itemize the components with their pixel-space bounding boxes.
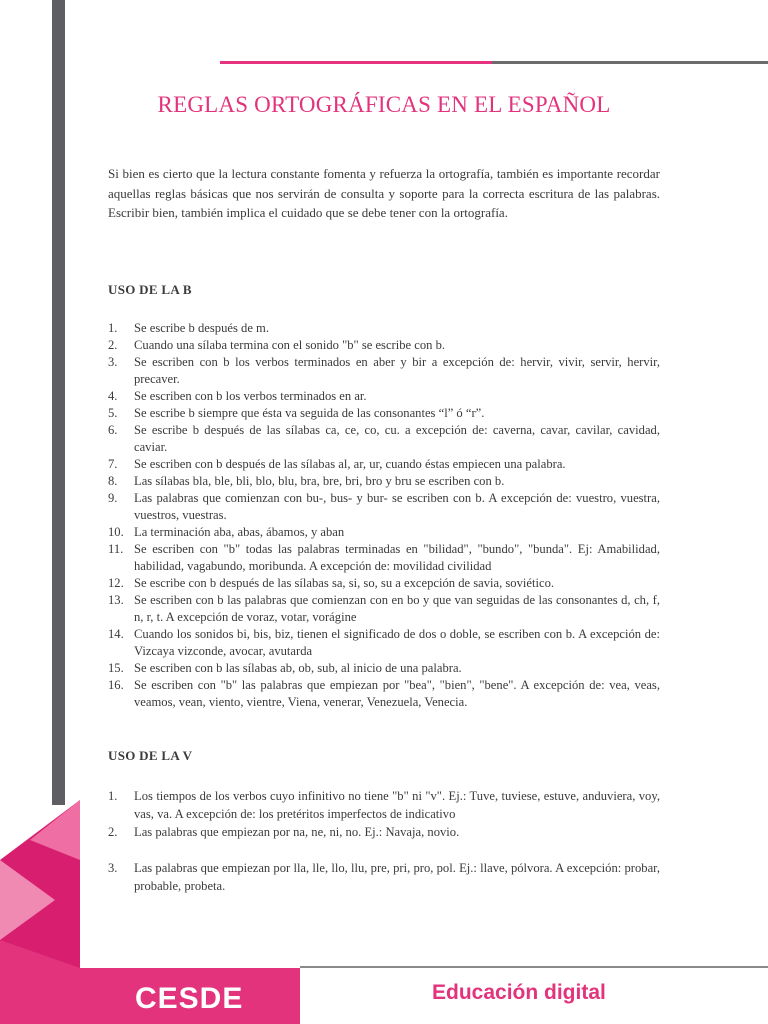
list-item [108, 592, 660, 626]
item-text: Los tiempos de los verbos cuyo infinitivo no tiene "b" ni "v". Ej.: Tuve, tuviese, estuve, anduviera, voy, vas, va. A excepción de: los pretéritos imperfectos de indicativo [134, 789, 660, 821]
item-text: Se escriben con "b" todas las palabras terminadas en "bilidad", "bundo", "bunda". Ej: Amabilidad, habilidad, vagabundo, moribunda. A excepción de: movilidad civilidad [134, 542, 660, 573]
item-number: 3. [108, 861, 118, 875]
footer-rule [300, 966, 768, 968]
cesde-logo-text: CESDE [135, 982, 244, 1014]
top-rule-gray [492, 61, 768, 64]
item-number: 13. [108, 593, 124, 607]
list-item [108, 473, 660, 490]
intro-paragraph: Si bien es cierto que la lectura constante fomenta y refuerza la ortografía, también es importante recordar aquellas reglas básicas que nos servirán de consulta y soporte para la correcta escritura de las palabras. Escribir bien, también implica el cuidado que se debe tener con la ortografía. [108, 166, 660, 220]
item-text: Las sílabas bla, ble, bli, blo, blu, bra, bre, bri, bro y bru se escriben con b. [134, 474, 505, 488]
section-heading-v: USO DE LA V [108, 748, 193, 763]
top-rule-pink [220, 61, 492, 64]
item-number: 1. [108, 789, 118, 803]
list-item [108, 575, 660, 592]
item-text: Las palabras que empiezan por na, ne, ni, no. Ej.: Navaja, novio. [134, 825, 460, 839]
item-text: Cuando una sílaba termina con el sonido "b" se escribe con b. [134, 338, 446, 352]
item-number: 16. [108, 678, 124, 692]
item-number: 3. [108, 355, 118, 369]
list-item [108, 524, 660, 541]
item-text: Se escriben con "b" las palabras que empiezan por "bea", "bien", "bene". A excepción de: vea, veas, veamos, vean, viento, vientre, Viena, venerar, Venezuela, Venecia. [134, 678, 660, 709]
item-number: 8. [108, 474, 118, 488]
item-text: Cuando los sonidos bi, bis, biz, tienen el significado de dos o doble, se escriben con b. A excepción de: Vizcaya vizconde, avocar, avutarda [134, 627, 660, 658]
item-number: 5. [108, 406, 118, 420]
item-text: Se escriben con b después de las sílabas al, ar, ur, cuando éstas empiecen una palabra. [134, 457, 566, 471]
item-number: 7. [108, 457, 118, 471]
item-text: Se escribe b después de las sílabas ca, ce, co, cu. a excepción de: caverna, cavar, cavilar, cavidad, caviar. [134, 423, 660, 454]
item-number: 2. [108, 825, 118, 839]
item-number: 14. [108, 627, 124, 641]
list-item [108, 422, 660, 456]
footer-tagline: Educación digital [432, 981, 606, 1004]
item-text: Se escribe b siempre que ésta va seguida de las consonantes “l” ó “r”. [134, 406, 485, 420]
item-text: Se escribe b después de m. [134, 321, 269, 335]
item-text: Se escriben con b los verbos terminados en aber y bir a excepción de: hervir, vivir, servir, hervir, precaver. [134, 355, 660, 386]
list-item [108, 660, 660, 677]
rules-list-b [108, 320, 660, 711]
list-item [108, 388, 660, 405]
item-number: 6. [108, 423, 118, 437]
item-number: 1. [108, 321, 118, 335]
list-item [108, 541, 660, 575]
item-text: Se escriben con b las palabras que comienzan con en bo y que van seguidas de las consonantes d, ch, f, n, r, t. A excepción de voraz, votar, vorágine [134, 593, 660, 624]
item-number: 4. [108, 389, 118, 403]
list-item [108, 456, 660, 473]
page-title: REGLAS ORTOGRÁFICAS EN EL ESPAÑOL [157, 92, 611, 117]
item-number: 9. [108, 491, 118, 505]
item-text: Se escriben con b las sílabas ab, ob, sub, al inicio de una palabra. [134, 661, 462, 675]
item-text: Se escribe con b después de las sílabas sa, si, so, su a excepción de savia, soviético. [134, 576, 555, 590]
cesde-logo [135, 978, 255, 1014]
item-number: 12. [108, 576, 124, 590]
section-heading-b: USO DE LA B [108, 282, 192, 297]
item-number: 11. [108, 542, 124, 556]
list-item [108, 337, 660, 354]
list-item [108, 405, 660, 422]
item-number: 10. [108, 525, 124, 539]
list-item [108, 677, 660, 711]
item-number: 15. [108, 661, 124, 675]
item-number: 2. [108, 338, 118, 352]
left-gray-bar [52, 0, 65, 805]
item-text: Las palabras que comienzan con bu-, bus- y bur- se escriben con b. A excepción de: vuestro, vuestra, vuestros, vuestras. [134, 491, 660, 522]
item-text: La terminación aba, abas, ábamos, y aban [134, 525, 345, 539]
list-item [108, 320, 660, 337]
list-item [108, 354, 660, 388]
list-item [108, 626, 660, 660]
item-text: Se escriben con b los verbos terminados en ar. [134, 389, 367, 403]
list-item [108, 490, 660, 524]
item-text: Las palabras que empiezan por lla, lle, llo, llu, pre, pri, pro, pol. Ej.: llave, pólvora. A excepción: probar, probable, probeta. [134, 861, 660, 893]
